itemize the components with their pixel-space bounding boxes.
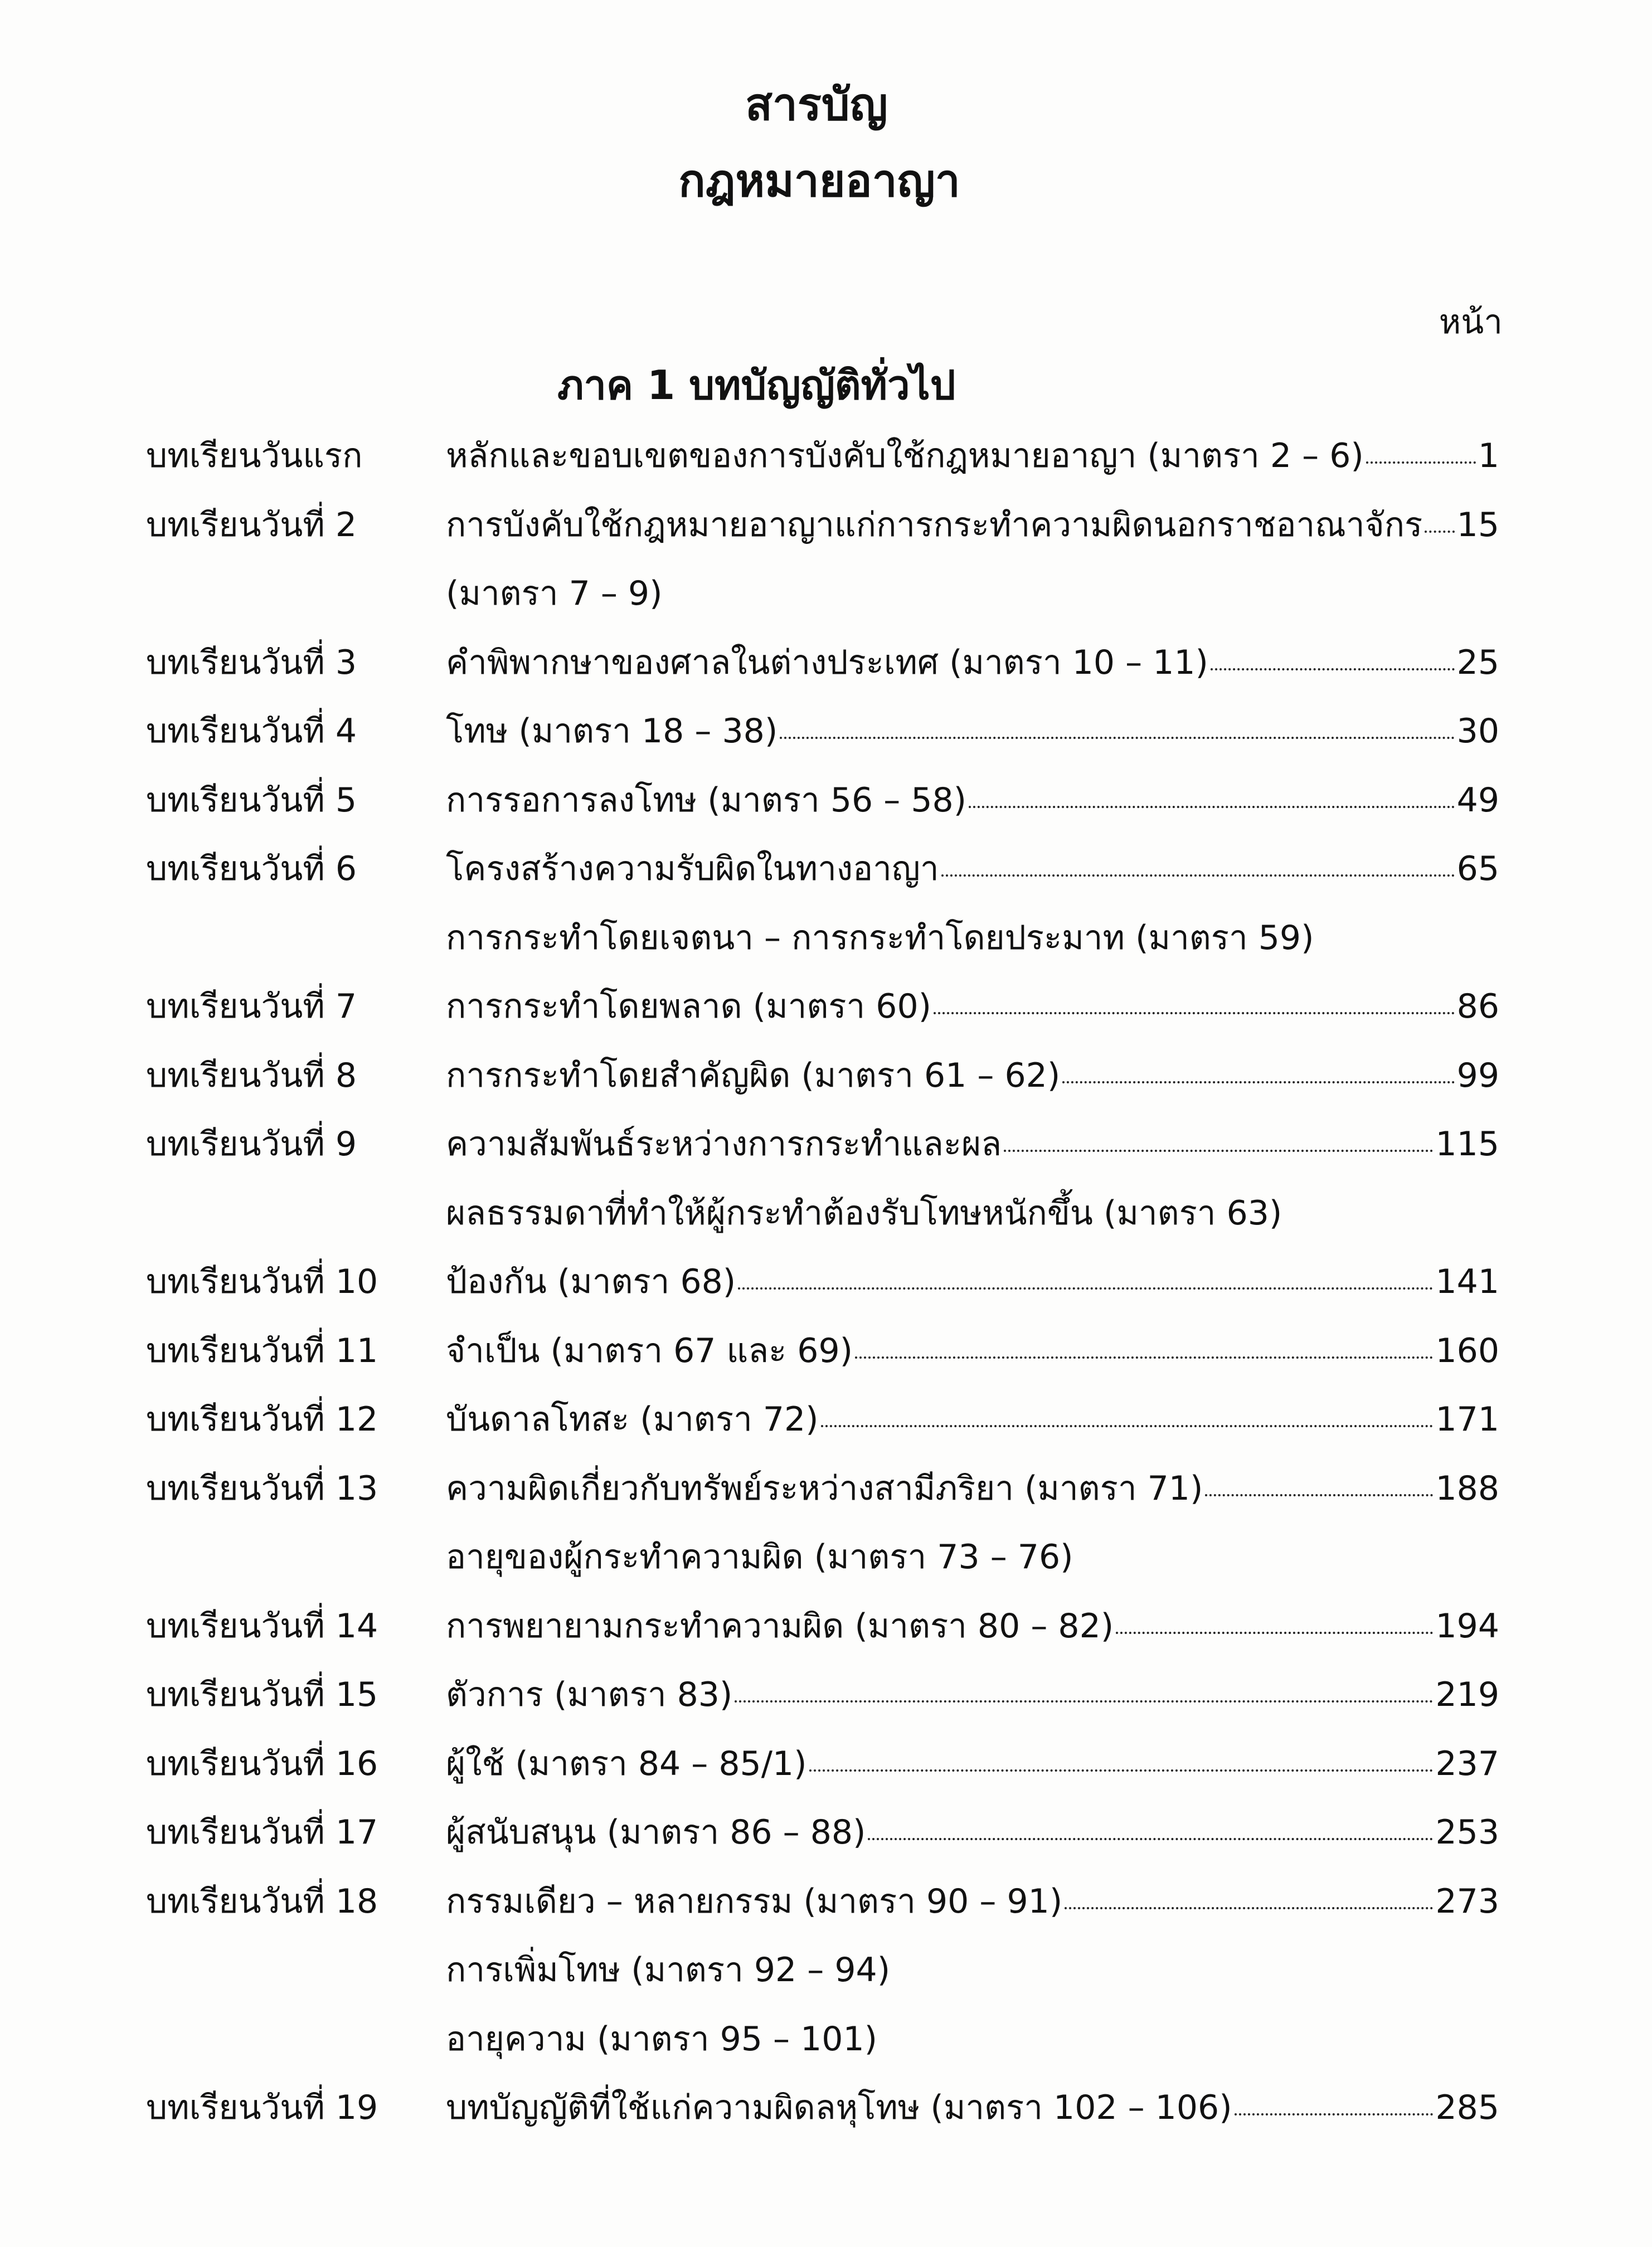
document-title: สารบัญ	[745, 79, 888, 130]
dotted-leader	[941, 874, 1455, 877]
entry-title: (มาตรา 7 – 9)	[446, 574, 663, 613]
page-number: 1	[1478, 436, 1499, 475]
page-number: 30	[1456, 712, 1499, 751]
toc-entry-continuation	[146, 1193, 1499, 1266]
entry-title: การกระทำโดยเจตนา – การกระทำโดยประมาท (มาตรา 59)	[446, 918, 1314, 957]
lesson-label: บทเรียนวันที่ 4	[146, 712, 357, 751]
entry-title: จำเป็น (มาตรา 67 และ 69)	[446, 1331, 853, 1370]
entry-title: ป้องกัน (มาตรา 68)	[446, 1262, 736, 1301]
dotted-leader	[1235, 2113, 1434, 2115]
dotted-leader	[969, 806, 1455, 808]
dotted-leader	[809, 1769, 1434, 1772]
lesson-label: บทเรียนวันที่ 9	[146, 1125, 357, 1164]
lesson-label: บทเรียนวันที่ 8	[146, 1056, 357, 1095]
dotted-leader	[1205, 1494, 1433, 1496]
page-number: 86	[1456, 987, 1499, 1026]
toc-entry[interactable]	[146, 1262, 1499, 1334]
toc-entry[interactable]	[146, 1744, 1499, 1816]
dotted-leader	[780, 737, 1454, 739]
page-number: 237	[1435, 1744, 1499, 1783]
dotted-leader	[855, 1356, 1433, 1359]
dotted-leader	[934, 1012, 1455, 1014]
toc-entry-continuation	[146, 1540, 1499, 1609]
table-of-contents	[146, 436, 1499, 2160]
toc-entry-continuation	[146, 918, 1499, 990]
dotted-leader	[868, 1838, 1433, 1840]
toc-entry[interactable]	[146, 1400, 1499, 1472]
toc-entry[interactable]	[146, 1127, 1499, 1197]
toc-entry[interactable]	[146, 1468, 1499, 1541]
toc-entry[interactable]	[146, 505, 1499, 577]
lesson-label: บทเรียนวันที่ 18	[146, 1881, 378, 1921]
dotted-leader	[1065, 1907, 1433, 1909]
entry-title: บทบัญญัติที่ใช้แก่ความผิดลหุโทษ (มาตรา 102 – 106)	[446, 2088, 1232, 2127]
toc-entry[interactable]	[146, 714, 1499, 784]
entry-title: โทษ (มาตรา 18 – 38)	[446, 712, 778, 751]
toc-entry[interactable]	[146, 780, 1499, 853]
dotted-leader	[1116, 1632, 1433, 1634]
page-number: 188	[1435, 1468, 1499, 1508]
page-number: 99	[1456, 1056, 1499, 1095]
entry-title: คำพิพากษาของศาลในต่างประเทศ (มาตรา 10 – 11)	[446, 643, 1208, 682]
lesson-label: บทเรียนวันที่ 15	[146, 1675, 378, 1714]
dotted-leader	[735, 1700, 1433, 1703]
lesson-label: บทเรียนวันที่ 11	[146, 1331, 378, 1370]
toc-entry[interactable]	[146, 1675, 1499, 1747]
lesson-label: บทเรียนวันที่ 5	[146, 780, 357, 820]
lesson-label: บทเรียนวันที่ 6	[146, 849, 357, 888]
toc-entry[interactable]	[146, 1813, 1499, 1885]
lesson-label: บทเรียนวันที่ 7	[146, 987, 357, 1026]
entry-title: หลักและขอบเขตของการบังคับใช้กฎหมายอาญา (มาตรา 2 – 6)	[446, 436, 1364, 475]
toc-entry[interactable]	[146, 849, 1499, 921]
lesson-label: บทเรียนวันที่ 12	[146, 1400, 378, 1439]
lesson-label: บทเรียนวันที่ 17	[146, 1813, 378, 1852]
page-number: 171	[1435, 1400, 1499, 1439]
entry-title: การเพิ่มโทษ (มาตรา 92 – 94)	[446, 1951, 891, 1990]
entry-title: อายุความ (มาตรา 95 – 101)	[446, 2019, 878, 2059]
dotted-leader	[1062, 1081, 1454, 1083]
dotted-leader	[1425, 531, 1454, 533]
lesson-label: บทเรียนวันที่ 16	[146, 1744, 378, 1783]
toc-entry[interactable]	[146, 2088, 1499, 2160]
page-number: 65	[1456, 849, 1499, 888]
lesson-label: บทเรียนวันที่ 14	[146, 1606, 378, 1646]
entry-title: การรอการลงโทษ (มาตรา 56 – 58)	[446, 780, 967, 820]
page-number: 141	[1435, 1262, 1499, 1301]
lesson-label: บทเรียนวันที่ 19	[146, 2088, 378, 2127]
page-column-label: หน้า	[1439, 303, 1503, 342]
entry-title: ผลธรรมดาที่ทำให้ผู้กระทำต้องรับโทษหนักขึ้น (มาตรา 63)	[446, 1193, 1282, 1233]
lesson-label: บทเรียนวันที่ 3	[146, 643, 357, 682]
lesson-label: บทเรียนวันแรก	[146, 436, 363, 475]
entry-title: ความสัมพันธ์ระหว่างการกระทำและผล	[446, 1125, 1002, 1164]
entry-title: ตัวการ (มาตรา 83)	[446, 1675, 733, 1714]
toc-entry[interactable]	[146, 436, 1499, 508]
entry-title: กรรมเดียว – หลายกรรม (มาตรา 90 – 91)	[446, 1881, 1063, 1921]
toc-entry-continuation	[146, 2019, 1499, 2092]
entry-title: การบังคับใช้กฎหมายอาญาแก่การกระทำความผิดนอกราชอาณาจักร	[446, 505, 1423, 544]
dotted-leader	[1004, 1150, 1433, 1152]
entry-title: โครงสร้างความรับผิดในทางอาญา	[446, 849, 939, 888]
dotted-leader	[738, 1287, 1433, 1290]
document-subtitle: กฎหมายอาญา	[678, 155, 960, 207]
entry-title: การกระทำโดยพลาด (มาตรา 60)	[446, 987, 932, 1026]
toc-entry[interactable]	[146, 1331, 1499, 1403]
page-number: 194	[1435, 1606, 1499, 1646]
toc-entry[interactable]	[146, 1056, 1499, 1128]
entry-title: ผู้สนับสนุน (มาตรา 86 – 88)	[446, 1813, 866, 1852]
entry-title: การพยายามกระทำความผิด (มาตรา 80 – 82)	[446, 1606, 1114, 1646]
toc-entry[interactable]	[146, 643, 1499, 715]
page-number: 115	[1435, 1125, 1499, 1164]
page-number: 219	[1435, 1675, 1499, 1714]
entry-title: การกระทำโดยสำคัญผิด (มาตรา 61 – 62)	[446, 1056, 1061, 1095]
entry-title: บันดาลโทสะ (มาตรา 72)	[446, 1400, 819, 1439]
toc-entry[interactable]	[146, 987, 1499, 1059]
dotted-leader	[1211, 668, 1455, 670]
lesson-label: บทเรียนวันที่ 13	[146, 1468, 378, 1508]
dotted-leader	[1366, 461, 1476, 464]
entry-title: ผู้ใช้ (มาตรา 84 – 85/1)	[446, 1744, 807, 1783]
page-number: 160	[1435, 1331, 1499, 1370]
lesson-label: บทเรียนวันที่ 10	[146, 1262, 378, 1301]
toc-entry-continuation	[146, 574, 1499, 646]
entry-title: ความผิดเกี่ยวกับทรัพย์ระหว่างสามีภริยา (มาตรา 71)	[446, 1468, 1203, 1508]
page-number: 253	[1435, 1813, 1499, 1852]
toc-entry-continuation	[146, 1953, 1499, 2022]
page-number: 25	[1456, 643, 1499, 682]
part-heading: ภาค 1 บทบัญญัติทั่วไป	[557, 362, 956, 408]
page-number: 49	[1456, 780, 1499, 820]
entry-title: อายุของผู้กระทำความผิด (มาตรา 73 – 76)	[446, 1538, 1073, 1577]
page-number: 285	[1435, 2088, 1499, 2127]
page-number: 15	[1456, 505, 1499, 544]
lesson-label: บทเรียนวันที่ 2	[146, 505, 357, 544]
dotted-leader	[821, 1425, 1434, 1427]
toc-entry[interactable]	[146, 1881, 1499, 1954]
toc-entry[interactable]	[146, 1606, 1499, 1679]
page-number: 273	[1435, 1881, 1499, 1921]
